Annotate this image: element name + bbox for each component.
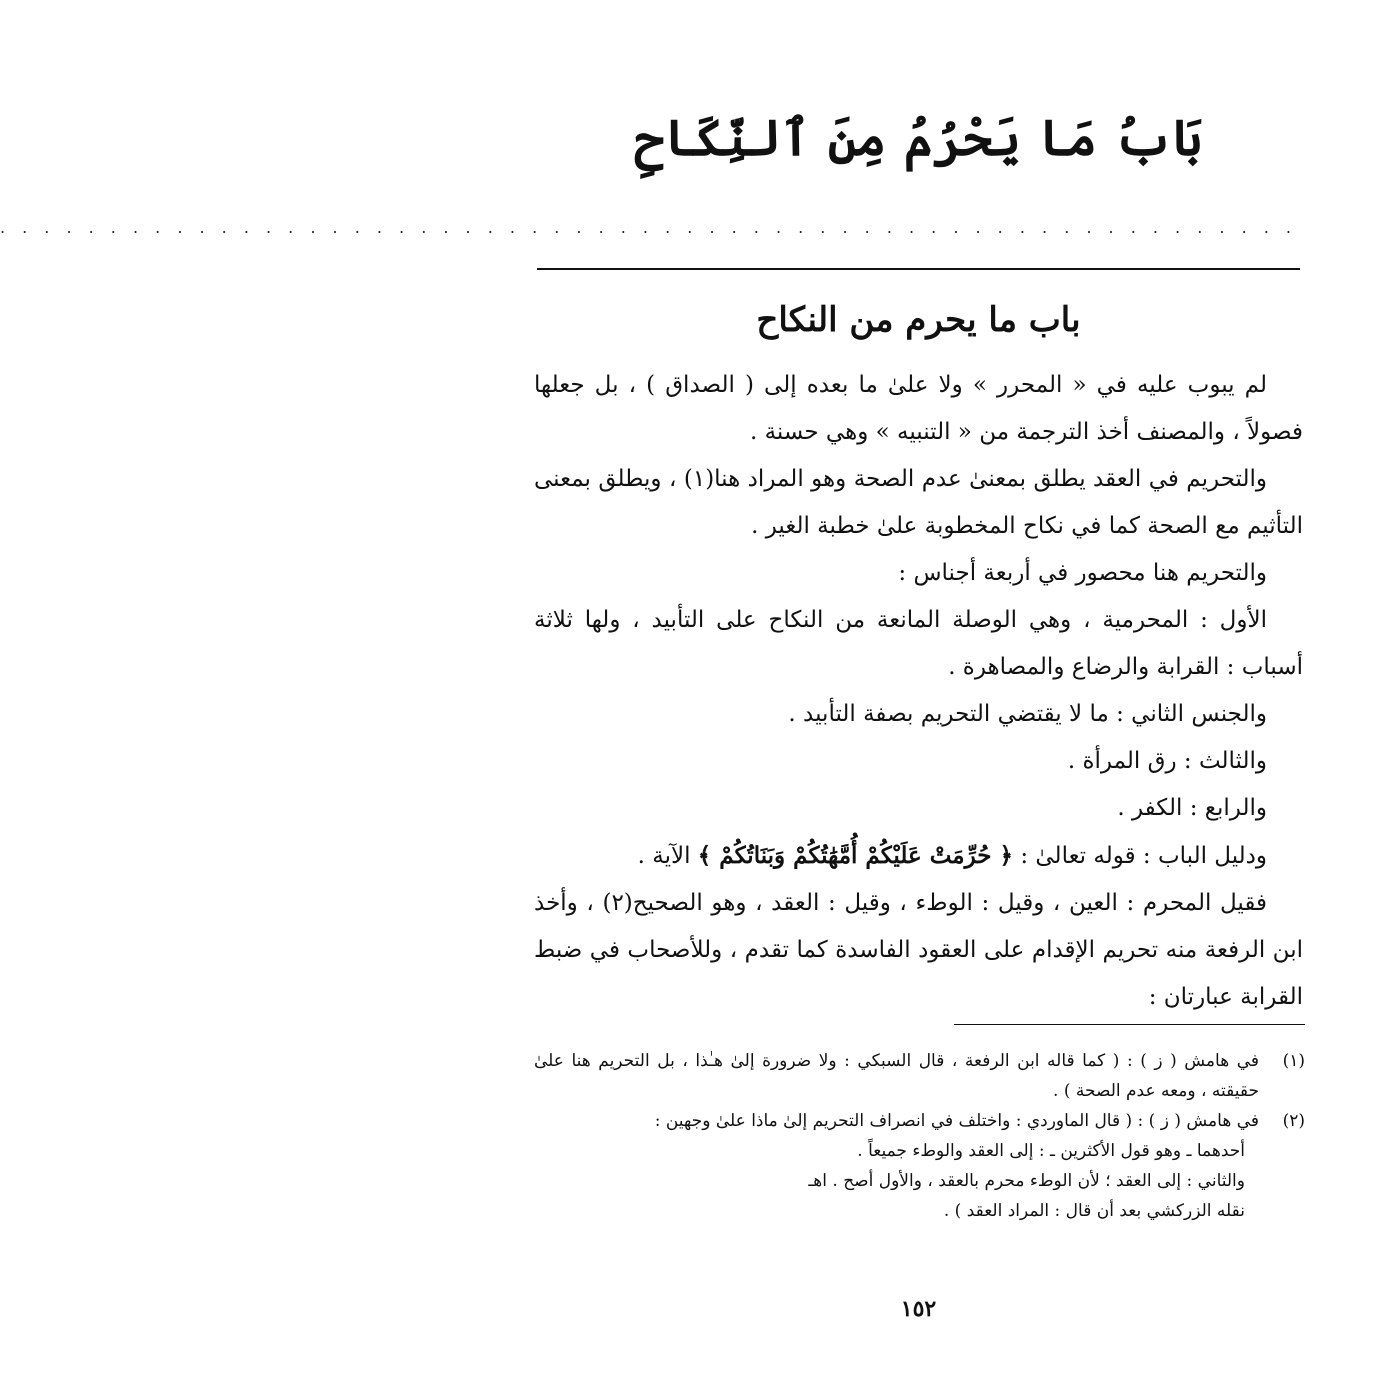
page-number: ١٥٢ [900, 1296, 937, 1322]
footnote-number: (٢) [1282, 1111, 1305, 1131]
footnote-2 [534, 1106, 1305, 1136]
footnote-1 [534, 1046, 1305, 1106]
paragraph-definition: والتحريم في العقد يطلق بمعنىٰ عدم الصحة وهو المراد هنا(١) ، ويطلق بمعنى التأثيم مع الصحة كما في نكاح المخطوبة علىٰ خطبة الغير . [534, 466, 1303, 539]
footnote-number: (١) [1282, 1051, 1305, 1071]
footnote-text: في هامش ( ز ) : ( كما قاله ابن الرفعة ، قال السبكي : ولا ضرورة إلىٰ هـٰذا ، بل التحريم هنا علىٰ حقيقته ، ومعه عدم الصحة ) . [534, 1051, 1259, 1101]
footnote-separator [954, 1024, 1305, 1025]
main-text [534, 362, 1303, 1021]
dotted-divider: . . . . . . . . . . . . . . . . . . . . . . . . . . . . . . . . . . . . . . . . . . . . . . . . . . . . . . . . . . . [0, 218, 1297, 237]
evidence-suffix: الآية . [637, 843, 691, 869]
chapter-title: بَابُ مَا يَحْرُمُ مِنَ ٱلنِّكَاحِ [634, 108, 1203, 167]
paragraph-closing: فقيل المحرم : العين ، وقيل : الوطء ، وقيل : العقد ، وهو الصحيح(٢) ، وأخذ ابن الرفعة منه تحريم الإقدام على العقود الفاسدة كما تقدم ، وللأصحاب في ضبط القرابة عبارتان : [534, 890, 1303, 1010]
section-heading: باب ما يحرم من النكاح [756, 300, 1081, 340]
quran-verse: ﴿ حُرِّمَتْ عَلَيْكُمْ أُمَّهَٰتُكُمْ وَبَنَاتُكُمْ ﴾ [697, 842, 1014, 869]
paragraph-categories: والتحريم هنا محصور في أربعة أجناس : [898, 560, 1267, 586]
paragraph-third-category: والثالث : رق المرأة . [1067, 748, 1267, 774]
footnote-2-line-3: نقله الزركشي بعد أن قال : المراد العقد ) . [943, 1201, 1245, 1221]
footnotes [534, 1046, 1305, 1226]
footnote-text: في هامش ( ز ) : ( قال الماوردي : واختلف في انصراف التحريم إلىٰ ماذا علىٰ وجهين : [654, 1111, 1259, 1131]
paragraph-fourth-category: والرابع : الكفر . [1117, 795, 1267, 821]
paragraph-intro: لم يبوب عليه في « المحرر » ولا علىٰ ما بعده إلى ( الصداق ) ، بل جعلها فصولاً ، والمصنف أخذ الترجمة من « التنبيه » وهي حسنة . [534, 372, 1303, 445]
header-rule [537, 268, 1300, 270]
evidence-prefix: ودليل الباب : قوله تعالىٰ : [1020, 843, 1267, 869]
footnote-2-line-1: أحدهما ـ وهو قول الأكثرين ـ : إلى العقد والوطء جميعاً . [857, 1141, 1245, 1161]
footnote-2-line-2: والثاني : إلى العقد ؛ لأن الوطء محرم بالعقد ، والأول أصح . اهـ [808, 1171, 1245, 1191]
paragraph-evidence [534, 832, 1303, 880]
paragraph-second-category: والجنس الثاني : ما لا يقتضي التحريم بصفة التأبيد . [788, 701, 1267, 727]
paragraph-first-category: الأول : المحرمية ، وهي الوصلة المانعة من النكاح على التأبيد ، ولها ثلاثة أسباب : القرابة والرضاع والمصاهرة . [534, 607, 1303, 680]
